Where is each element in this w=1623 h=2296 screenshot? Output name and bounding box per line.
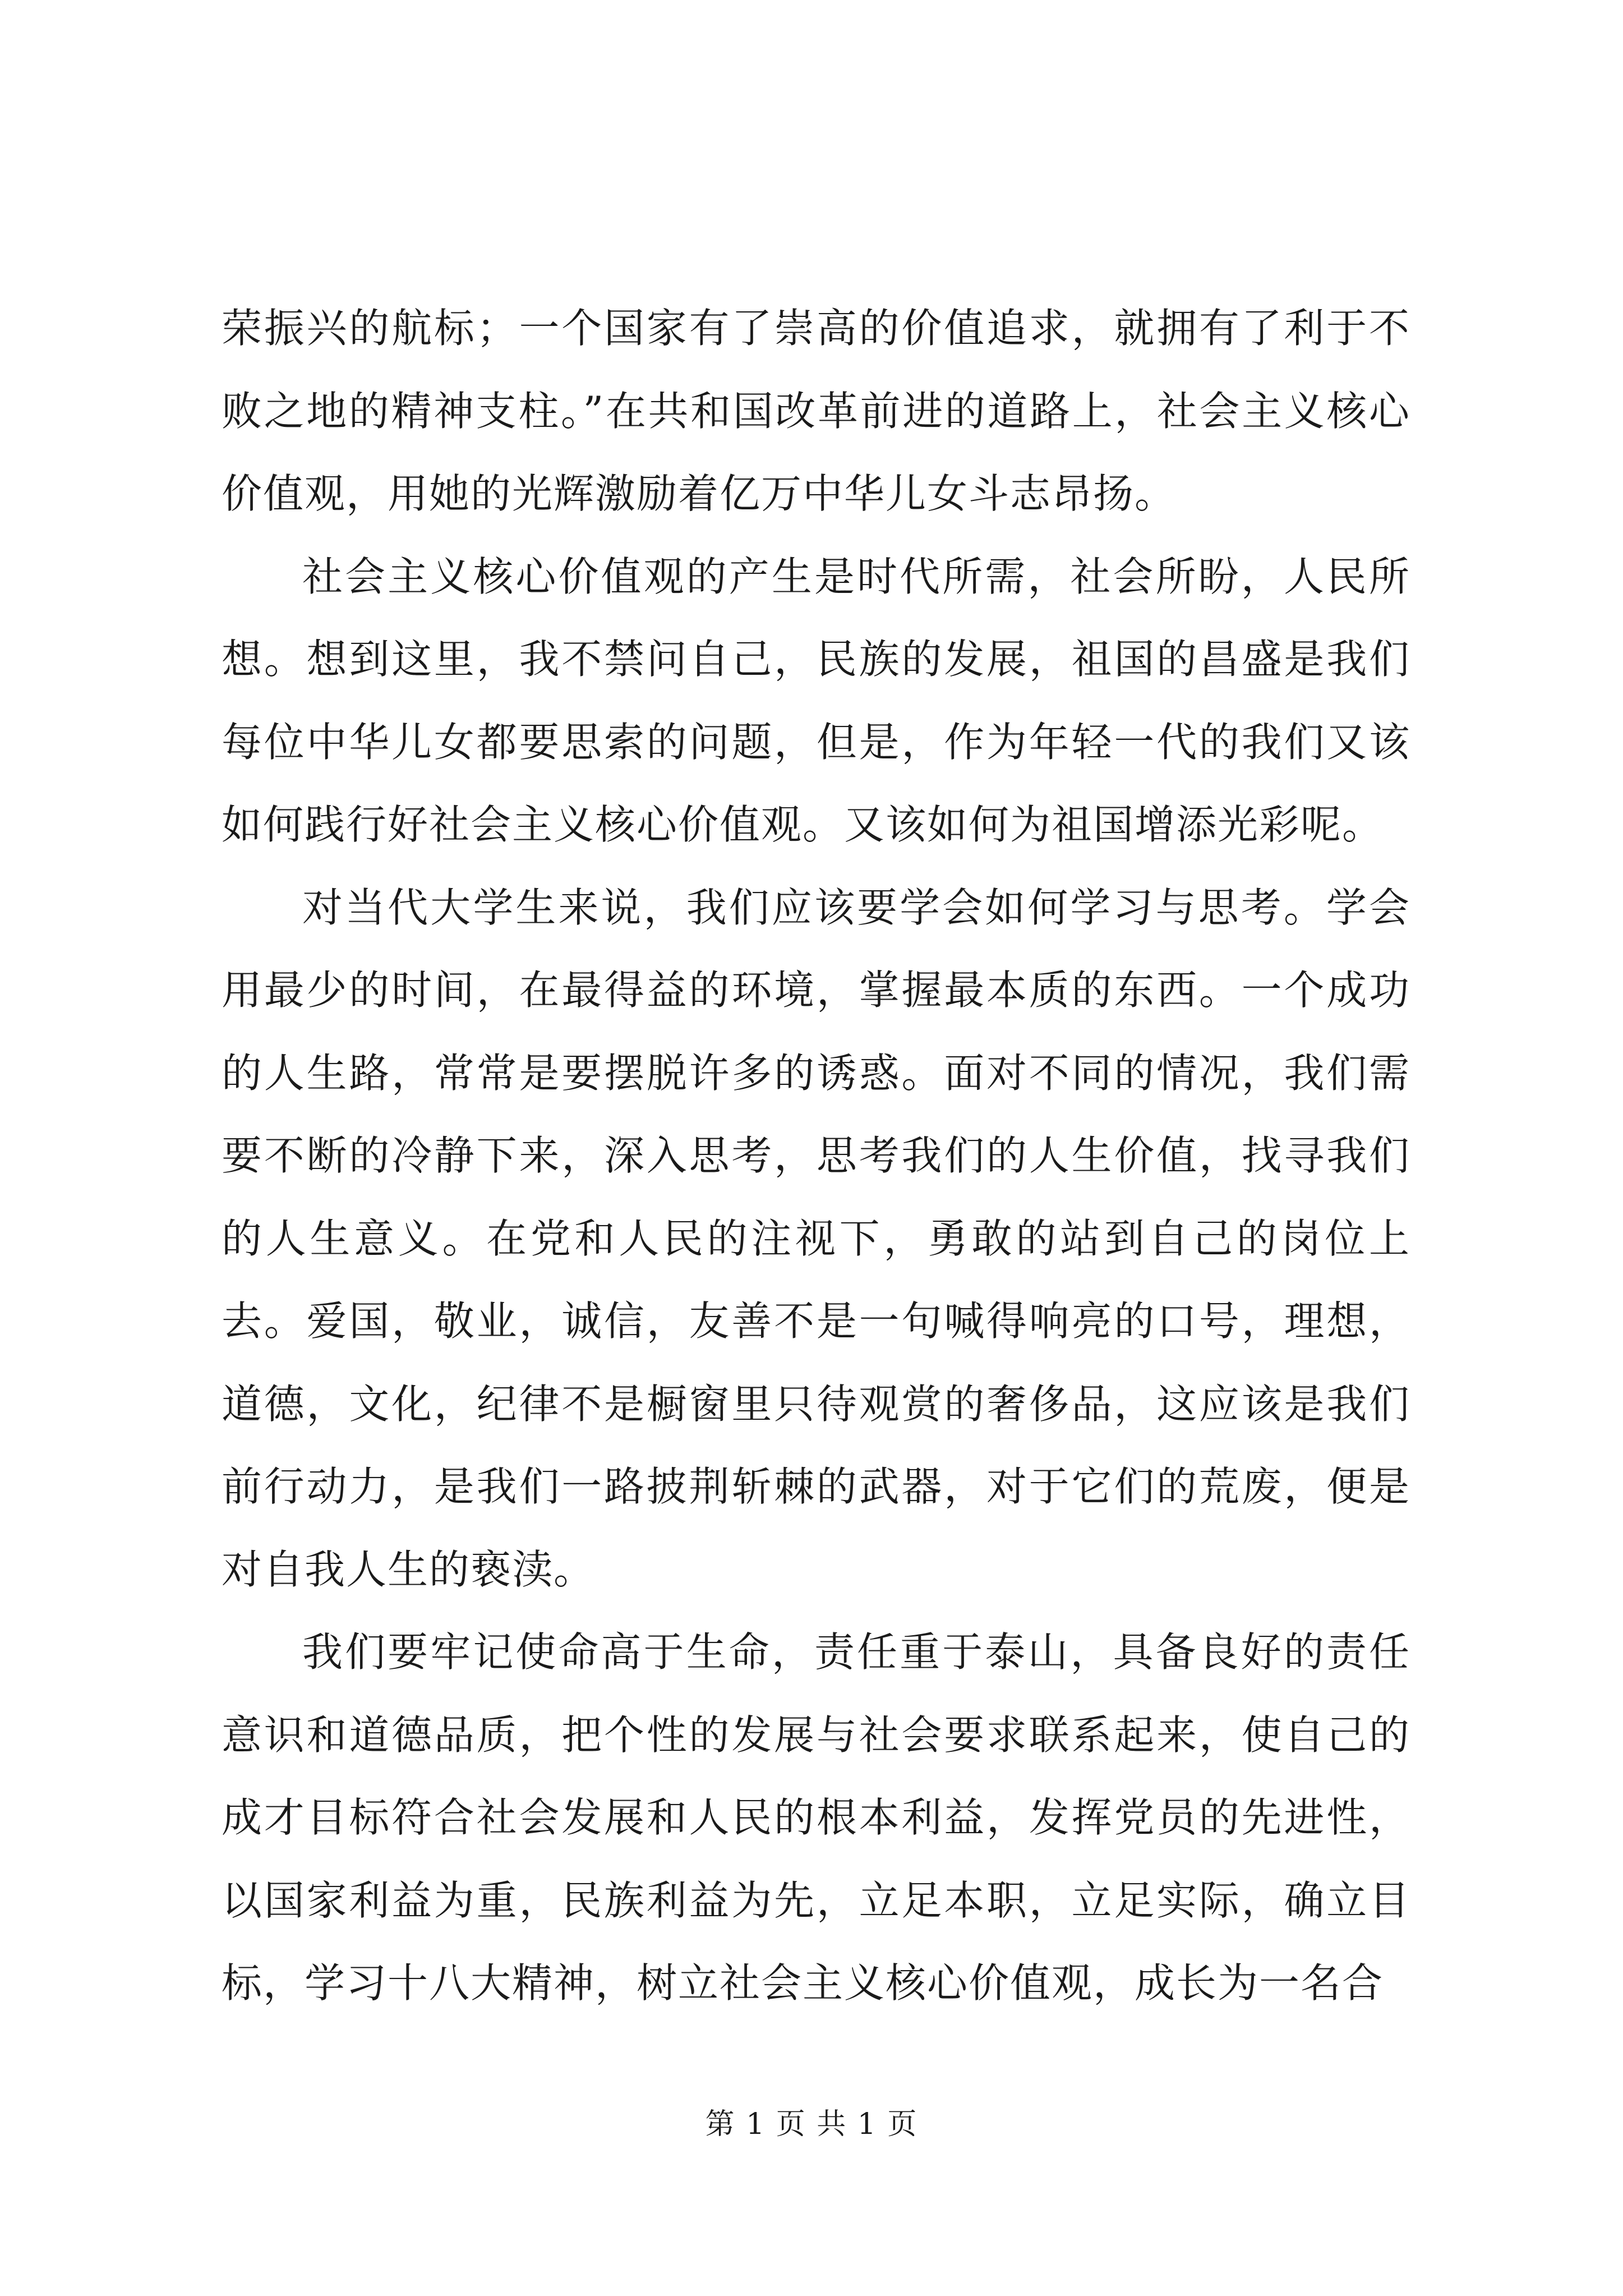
paragraph-4: 我们要牢记使命高于生命，责任重于泰山，具备良好的责任意识和道德品质，把个性的发展与社会要求联系起来，使自己的成才目标符合社会发展和人民的根本利益，发挥党员的先进性，以国家利益为重，民族利益为先，立足本职，立足实际，确立目标，学习十八大精神，树立社会主义核心价值观，成长为一名合 [222, 1628, 1410, 2007]
page-footer [0, 2100, 1623, 2142]
paragraph-3: 对当代大学生来说，我们应该要学会如何学习与思考。学会用最少的时间，在最得益的环境，掌握最本质的东西。一个成功的人生路，常常是要摆脱许多的诱惑。面对不同的情况，我们需要不断的冷静下来，深入思考，思考我们的人生价值，找寻我们的人生意义。在党和人民的注视下，勇敢的站到自己的岗位上去。爱国，敬业，诚信，友善不是一句喊得响亮的口号，理想，道德，文化，纪律不是橱窗里只待观赏的奢侈品，这应该是我们前行动力，是我们一路披荆斩棘的武器，对于它们的荒废，便是对自我人生的亵渎。 [222, 884, 1410, 1593]
paragraph-1: 荣振兴的航标；一个国家有了崇高的价值追求，就拥有了利于不败之地的精神支柱。”在共和国改革前进的道路上，社会主义核心价值观，用她的光辉激励着亿万中华儿女斗志昂扬。 [222, 305, 1410, 517]
paragraph-2: 社会主义核心价值观的产生是时代所需，社会所盼，人民所想。想到这里，我不禁问自己，民族的发展，祖国的昌盛是我们每位中华儿女都要思索的问题，但是，作为年轻一代的我们又该如何践行好社会主义核心价值观。又该如何为祖国增添光彩呢。 [222, 553, 1410, 848]
page-number-label: 第 1 页 共 1 页 [705, 2108, 918, 2141]
document-body [222, 287, 1410, 2025]
